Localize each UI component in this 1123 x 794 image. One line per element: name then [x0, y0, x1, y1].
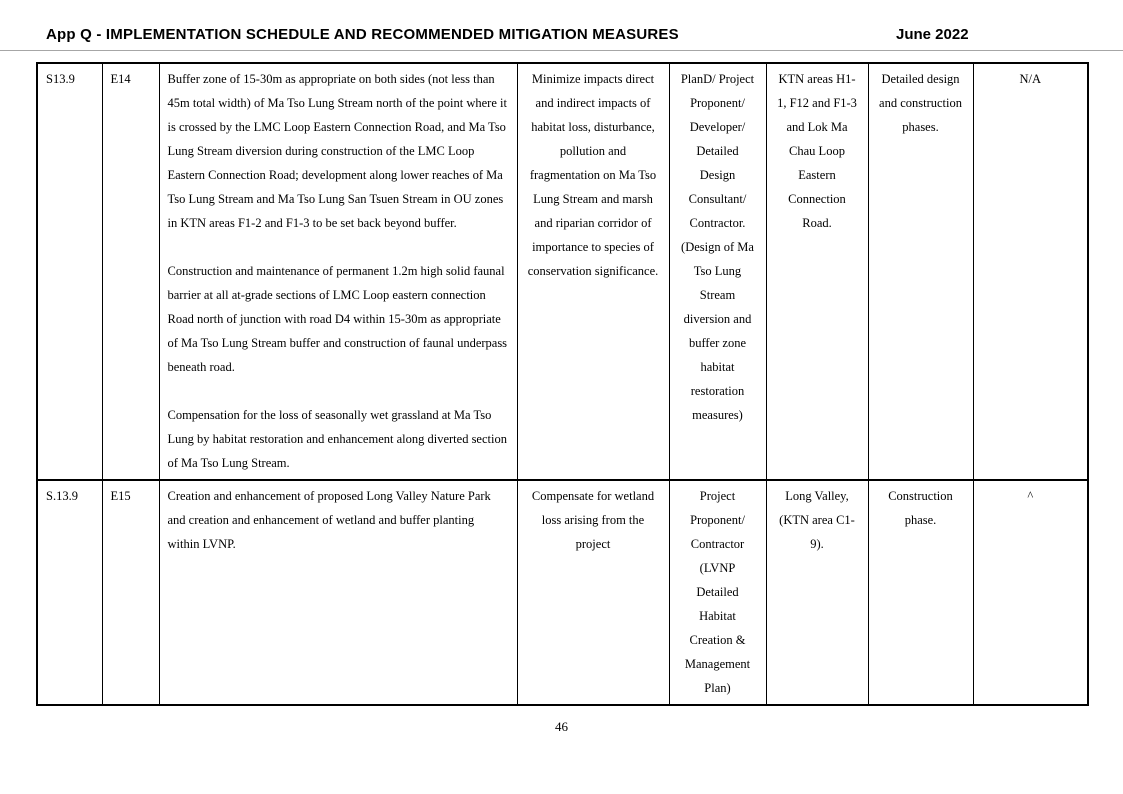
implementer-cell: Project Proponent/ Contractor (LVNP Detailed Habitat Creation & Management Plan) [669, 480, 766, 705]
header-rule [0, 50, 1123, 51]
standards-cell: ^ [973, 480, 1088, 705]
measure-cell [159, 480, 517, 705]
ref-cell: S.13.9 [37, 480, 102, 705]
standards-cell: N/A [973, 63, 1088, 480]
implementer-cell: PlanD/ Project Proponent/ Developer/ Detailed Design Consultant/ Contractor. (Design of Ma Tso Lung Stream diversion and buffer zone habitat restoration measures) [669, 63, 766, 480]
timing-cell: Construction phase. [868, 480, 973, 705]
code-cell: E15 [102, 480, 159, 705]
ref-cell: S13.9 [37, 63, 102, 480]
measure-paragraph: Creation and enhancement of proposed Long Valley Nature Park and creation and enhancement of wetland and buffer planting within LVNP. [167, 489, 491, 551]
document-title: App Q - IMPLEMENTATION SCHEDULE AND RECOMMENDED MITIGATION MEASURES [46, 26, 679, 43]
table-row-e15 [37, 480, 1088, 705]
table-row-e14 [37, 63, 1088, 480]
page-number: 46 [555, 719, 568, 734]
location-cell: KTN areas H1-1, F12 and F1-3 and Lok Ma Chau Loop Eastern Connection Road. [766, 63, 868, 480]
page-footer [0, 719, 1123, 735]
measure-paragraph: Compensation for the loss of seasonally wet grassland at Ma Tso Lung by habitat restoration and enhancement along diverted section of Ma Tso Lung Stream. [167, 408, 507, 470]
objective-cell: Compensate for wetland loss arising from the project [517, 480, 669, 705]
location-cell: Long Valley, (KTN area C1-9). [766, 480, 868, 705]
measure-cell [159, 63, 517, 480]
code-cell: E14 [102, 63, 159, 480]
mitigation-schedule-table [36, 62, 1089, 706]
document-date: June 2022 [896, 26, 969, 43]
measure-paragraph: Construction and maintenance of permanent 1.2m high solid faunal barrier at all at-grade sections of LMC Loop eastern connection Road north of junction with road D4 within 15-30m as appropriate of Ma Tso Lung Stream buffer and construction of faunal underpass beneath road. [167, 264, 508, 374]
measure-paragraph: Buffer zone of 15-30m as appropriate on both sides (not less than 45m total width) of Ma Tso Lung Stream north of the point where it is crossed by the LMC Loop Eastern Connection Road, and Ma Tso Lung Stream diversion during construction of the LMC Loop Eastern Connection Road; development along lower reaches of Ma Tso Lung Stream and Ma Tso Lung San Tsuen Stream in OU zones in KTN areas F1-2 and F1-3 to be set back beyond buffer. [167, 72, 507, 230]
timing-cell: Detailed design and construction phases. [868, 63, 973, 480]
objective-cell: Minimize impacts direct and indirect impacts of habitat loss, disturbance, pollution and fragmentation on Ma Tso Lung Stream and marsh and riparian corridor of importance to species of conservation significance. [517, 63, 669, 480]
